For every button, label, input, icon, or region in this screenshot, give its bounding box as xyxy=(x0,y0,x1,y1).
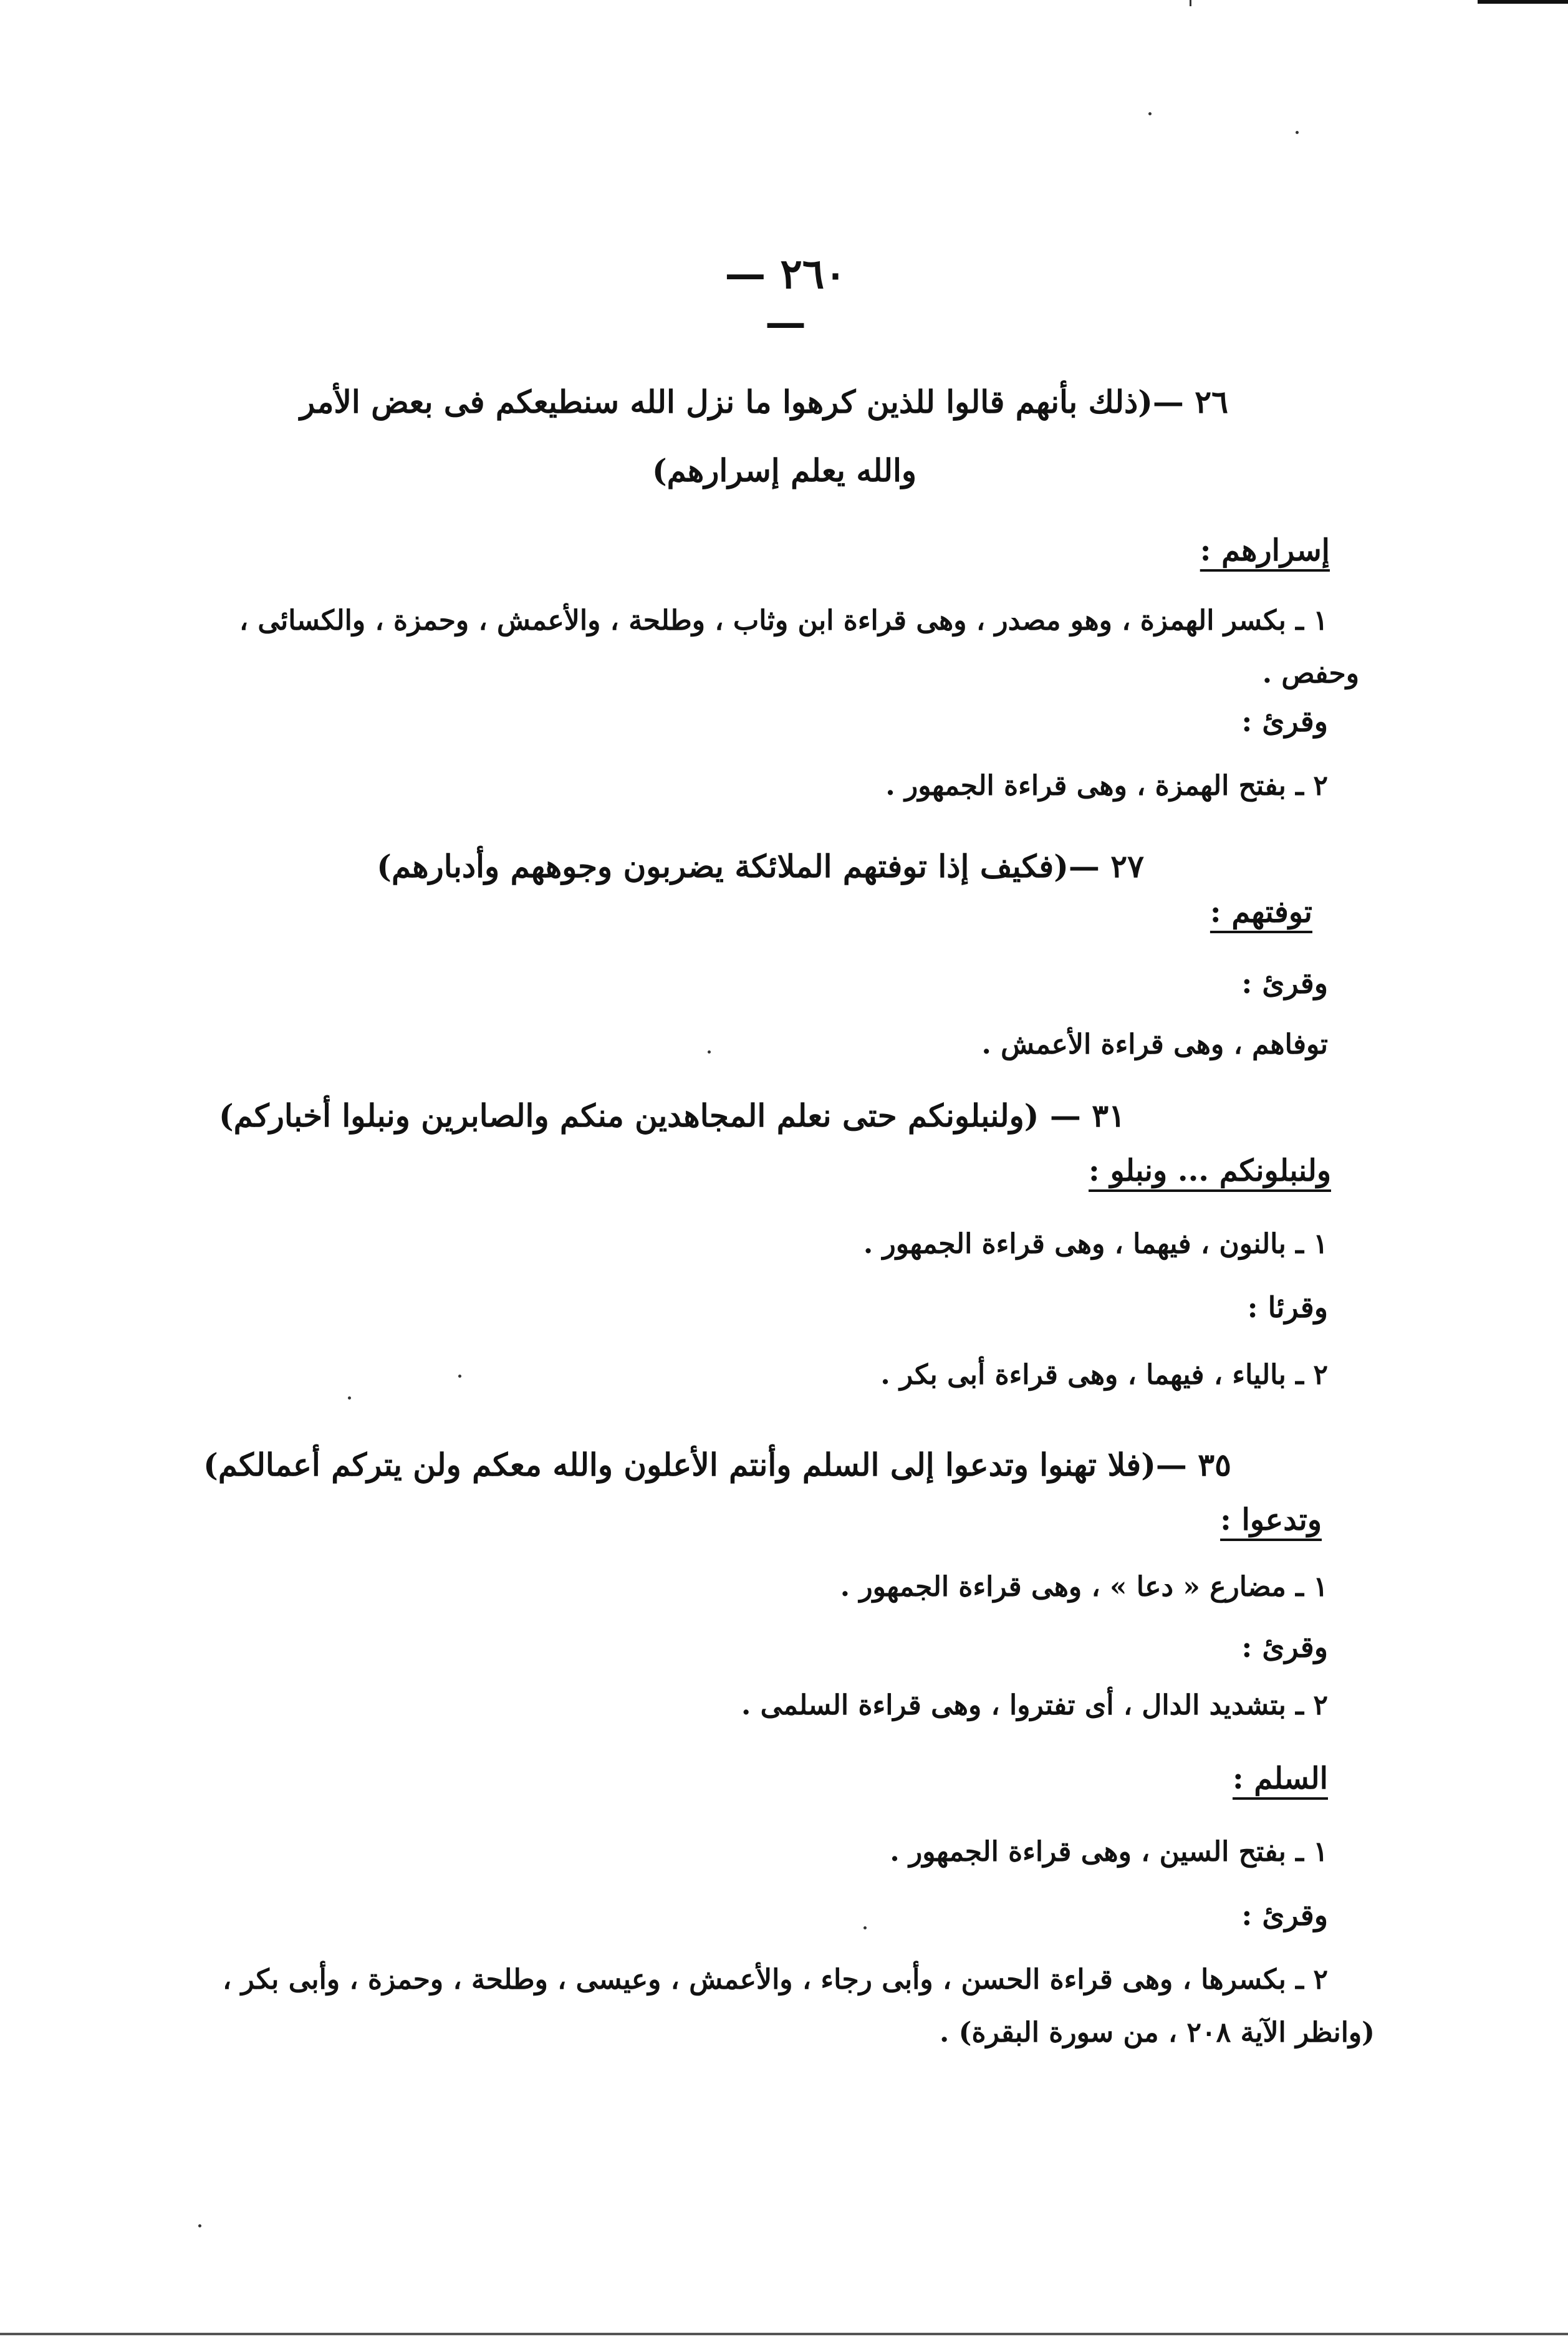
scan-speck xyxy=(1148,112,1152,115)
wa-quria-4: وقرئ : xyxy=(1241,1630,1328,1664)
page-number: — ٢٦٠ — xyxy=(724,249,847,347)
scan-speck xyxy=(458,1375,461,1378)
wa-quria-5: وقرئ : xyxy=(1241,1898,1328,1932)
bottom-edge-mark xyxy=(0,2333,1568,2335)
top-tick-mark xyxy=(1190,0,1191,6)
scan-speck xyxy=(708,1050,711,1054)
wa-quria-3: وقرئا : xyxy=(1247,1290,1328,1324)
heading-as-silm: السلم : xyxy=(1232,1761,1328,1796)
verse-26-line-2: والله يعلم إسرارهم) xyxy=(652,452,916,489)
scan-speck xyxy=(863,1926,867,1929)
reading-2-silm-cont: (وانظر الآية ٢٠٨ ، من سورة البقرة) . xyxy=(940,2017,1375,2048)
reading-1-israrahum: ١ ـ بكسر الهمزة ، وهو مصدر ، وهى قراءة ابن وثاب ، وطلحة ، والأعمش ، وحمزة ، والكسائى ، xyxy=(239,605,1328,636)
heading-tawaffathum: توفتهم : xyxy=(1210,895,1312,929)
heading-tadu: وتدعوا : xyxy=(1220,1502,1322,1537)
reading-2-silm: ٢ ـ بكسرها ، وهى قراءة الحسن ، وأبى رجاء ، والأعمش ، وعيسى ، وطلحة ، وحمزة ، وأبى بكر ، xyxy=(223,1964,1328,1996)
reading-1-tadu: ١ ـ مضارع « دعا » ، وهى قراءة الجمهور . xyxy=(840,1571,1328,1603)
reading-1-silm: ١ ـ بفتح السين ، وهى قراءة الجمهور . xyxy=(890,1836,1328,1868)
verse-26-line-1: ٢٦ —(ذلك بأنهم قالوا للذين كرهوا ما نزل الله سنطيعكم فى بعض الأمر xyxy=(300,383,1228,420)
verse-31: ٣١ — (ولنبلونكم حتى نعلم المجاهدين منكم والصابرين ونبلوا أخباركم) xyxy=(219,1097,1125,1134)
heading-lanabluwannakum: ولنبلونكم ... ونبلو : xyxy=(1089,1153,1331,1188)
reading-1-israrahum-cont: وحفص . xyxy=(1262,658,1359,689)
wa-quria-1: وقرئ : xyxy=(1241,704,1328,738)
wa-quria-2: وقرئ : xyxy=(1241,966,1328,1000)
reading-1-nun: ١ ـ بالنون ، فيهما ، وهى قراءة الجمهور . xyxy=(863,1228,1328,1260)
scan-speck xyxy=(1296,131,1299,134)
reading-2-tadu: ٢ ـ بتشديد الدال ، أى تفتروا ، وهى قراءة السلمى . xyxy=(741,1689,1328,1721)
verse-35: ٣٥ —(فلا تهنوا وتدعوا إلى السلم وأنتم الأعلون والله معكم ولن يتركم أعمالكم) xyxy=(203,1446,1231,1483)
scan-speck xyxy=(348,1396,351,1400)
top-edge-mark xyxy=(1478,0,1568,4)
reading-2-ya: ٢ ـ بالياء ، فيهما ، وهى قراءة أبى بكر . xyxy=(880,1359,1328,1391)
reading-2-israrahum: ٢ ـ بفتح الهمزة ، وهى قراءة الجمهور . xyxy=(885,770,1328,802)
scan-speck xyxy=(198,2224,201,2227)
reading-tawaffahum: توفاهم ، وهى قراءة الأعمش . xyxy=(981,1029,1328,1060)
heading-israrahum: إسرارهم : xyxy=(1200,533,1330,568)
verse-27: ٢٧ —(فكيف إذا توفتهم الملائكة يضربون وجوههم وأدبارهم) xyxy=(377,848,1144,885)
